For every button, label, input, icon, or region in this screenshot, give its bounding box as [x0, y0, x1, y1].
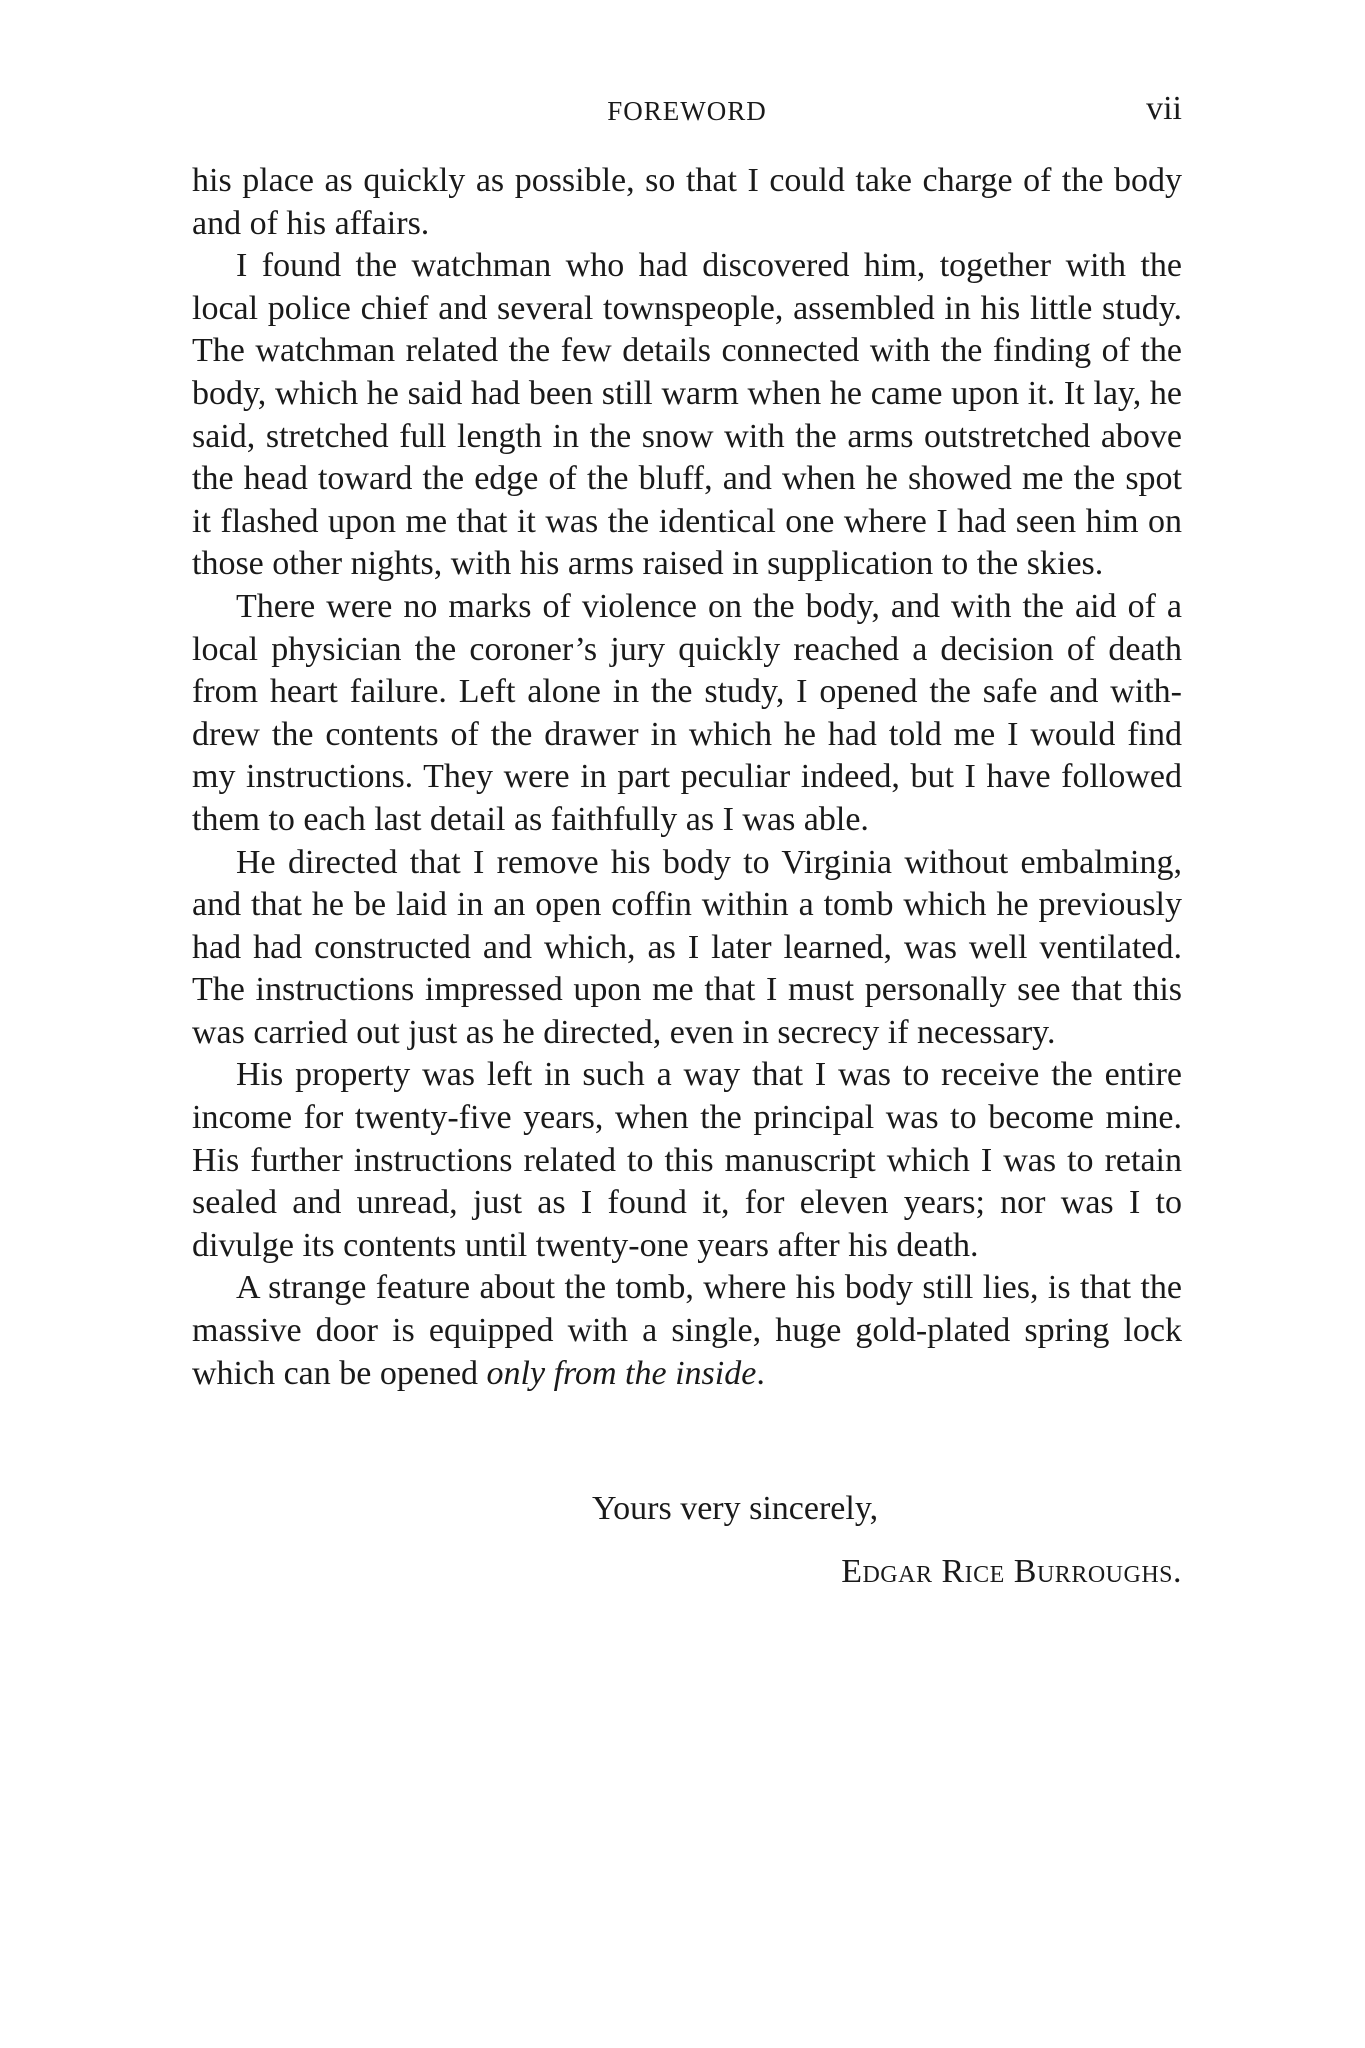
signature: Edgar Rice Burroughs. [841, 1552, 1182, 1590]
paragraph-tomb [192, 1267, 1182, 1395]
chapter-title: FOREWORD [607, 96, 767, 126]
body-text [192, 160, 1182, 1395]
page-number: vii [1146, 90, 1182, 127]
emphasis-text: only from the inside [486, 1354, 757, 1392]
paragraph-virginia: He directed that I remove his body to Virginia without embalming, and that he be laid in an open coffin within a tomb which he previously had had constructed and which, as I later learned, was well ventilated. The instructions impressed upon me that I must personally see that this was carried out just as he directed, even in secrecy if necessary. [192, 843, 1182, 1051]
letter-closing [192, 1488, 1182, 1593]
running-head [192, 90, 1182, 134]
paragraph-watchman: I found the watchman who had discovered him, together with the local police chief and several townspeople, assembled in his little study. The watchman related the few details connected with the finding of the body, which he said had been still warm when he came upon it. It lay, he said, stretched full length in the snow with the arms outstretched above the head toward the edge of the bluff, and when he showed me the spot it flashed upon me that it was the identical one where I had seen him on those other nights, with his arms raised in supplication to the skies. [192, 247, 1182, 583]
paragraph-coroner: There were no marks of violence on the body, and with the aid of a local physician the coroner’s jury quickly reached a decision of death from heart failure. Left alone in the study, I opened the safe and withdrew the contents of the drawer in which he had told me I would find my instructions. They were in part peculiar indeed, but I have followed them to each last detail as faithfully as I was able. [192, 587, 1182, 838]
valediction: Yours very sincerely, [592, 1490, 879, 1527]
paragraph-property: His property was left in such a way that I was to receive the entire income for twenty-five years, when the principal was to become mine. His further instructions related to this manuscript which I was to retain sealed and unread, just as I found it, for eleven years; nor was I to divulge its contents until twenty-one years after his death. [192, 1056, 1182, 1264]
tomb-text: A strange feature about the tomb, where his body still lies, is that the massive door is equipped with a single, huge gold-plated spring lock which can be opened [192, 1269, 1182, 1392]
paragraph-continued: his place as quickly as possible, so that I could take charge of the body and of his affairs. [192, 162, 1182, 242]
tomb-text-end: . [756, 1354, 765, 1392]
